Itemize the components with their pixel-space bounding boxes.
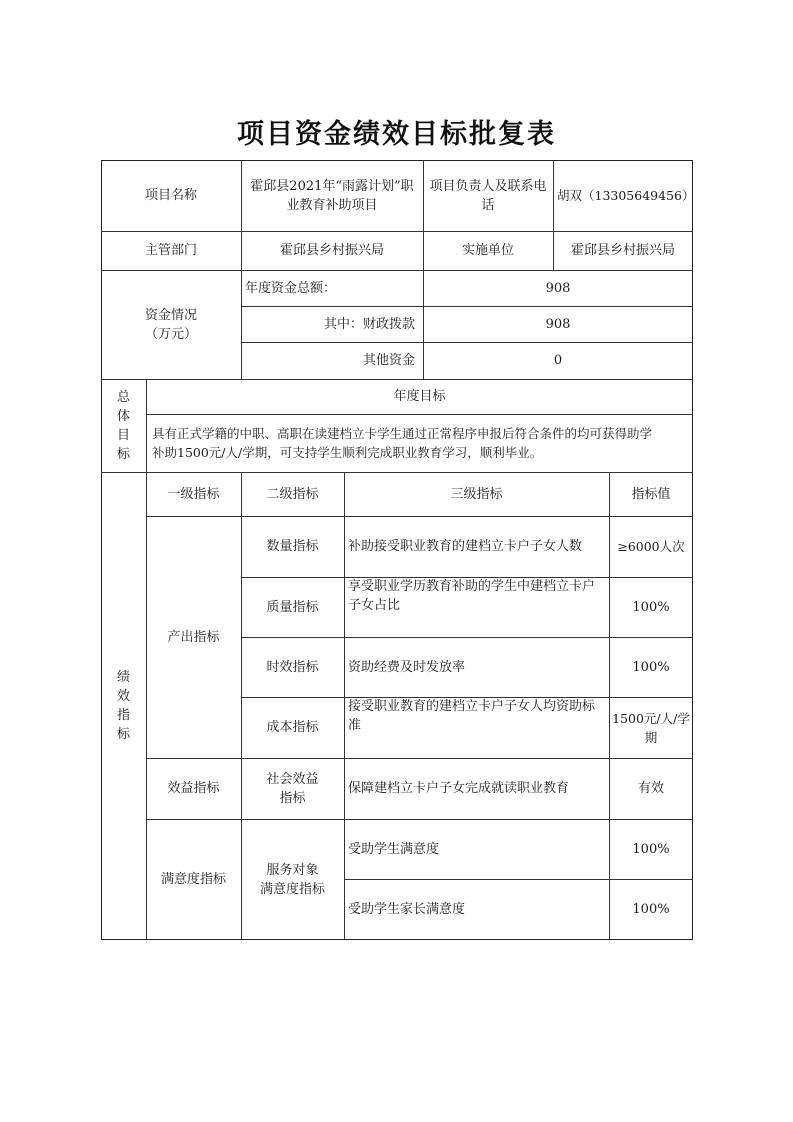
side-char: 指 — [116, 708, 130, 723]
level3-line: 准 — [348, 718, 362, 733]
level3-line: 接受职业教育的建档立卡户子女人均资助标 — [348, 699, 596, 714]
value-cell: 100% — [632, 599, 670, 615]
satisfaction-indicator-label: 满意度指标 — [160, 872, 226, 887]
department-value: 霍邱县乡村振兴局 — [279, 243, 384, 258]
side-char: 总 — [116, 389, 130, 405]
funds-total-value: 908 — [545, 280, 571, 296]
project-name-label: 项目名称 — [144, 188, 197, 203]
value-cell: 100% — [632, 659, 670, 675]
level2-cell — [241, 758, 344, 819]
value-cell: 100% — [632, 902, 670, 917]
header-level2: 二级指标 — [266, 486, 319, 502]
value-cell: ≥6000人次 — [617, 539, 685, 554]
annual-goal-label: 年度目标 — [393, 389, 446, 404]
contact-label-line: 项目负责人及联系电 — [429, 178, 547, 194]
header-level3: 三级指标 — [450, 486, 503, 502]
level2-cell: 成本指标 — [266, 720, 319, 735]
value-line: 1500元/人/学 — [612, 710, 690, 726]
side-char: 标 — [116, 727, 130, 742]
level2-line: 服务对象 — [266, 862, 319, 878]
level3-cell: 资助经费及时发放率 — [348, 659, 466, 675]
level3-line: 享受职业学历教育补助的学生中建档立卡户 — [348, 579, 596, 594]
funds-label — [101, 270, 241, 379]
page-title: 项目资金绩效目标批复表 — [237, 119, 556, 150]
annual-goal-line: 补助1500元/人/学期，可支持学生顺利完成职业教育学习，顺利毕业。 — [152, 445, 543, 460]
level3-cell: 保障建档立卡户子女完成就读职业教育 — [348, 781, 570, 796]
implementer-label: 实施单位 — [461, 243, 514, 258]
funds-total-label: 年度资金总额： — [245, 280, 337, 296]
level2-line: 满意度指标 — [259, 881, 325, 897]
level3-cell: 受助学生满意度 — [348, 841, 440, 857]
funds-fiscal-label: 其中：财政拨款 — [323, 316, 415, 332]
value-line: 期 — [644, 729, 658, 745]
level3-line: 子女占比 — [348, 598, 401, 613]
funds-fiscal-value: 908 — [545, 316, 571, 332]
benefit-indicator-label: 效益指标 — [167, 781, 220, 796]
project-name-line: 业教育补助项目 — [286, 197, 378, 213]
level2-cell: 数量指标 — [266, 539, 319, 554]
level2-line: 社会效益 — [266, 771, 319, 787]
side-char: 体 — [116, 408, 130, 424]
output-indicator-label: 产出指标 — [167, 629, 220, 645]
side-char: 标 — [116, 446, 130, 462]
value-cell: 有效 — [637, 781, 664, 796]
annual-goal-line: 具有正式学籍的中职、高职在读建档立卡学生通过正常程序申报后符合条件的均可获得助学 — [152, 426, 653, 441]
funds-other-label: 其他资金 — [362, 353, 415, 368]
contact-label-line: 话 — [481, 197, 495, 213]
funds-label-line: 资金情况 — [144, 307, 197, 323]
department-label: 主管部门 — [144, 243, 197, 258]
project-name-value — [241, 160, 423, 231]
contact-value: 胡双（13305649456） — [557, 188, 695, 203]
side-char: 绩 — [116, 670, 130, 685]
level3-cell — [344, 697, 609, 758]
level2-cell: 质量指标 — [266, 599, 319, 615]
level3-cell: 受助学生家长满意度 — [348, 902, 466, 917]
level2-cell: 时效指标 — [266, 659, 319, 675]
annual-goal-text — [146, 414, 693, 472]
value-cell — [609, 697, 693, 758]
header-level1: 一级指标 — [167, 486, 220, 502]
funds-label-line: （万元） — [144, 326, 197, 342]
implementer-value: 霍邱县乡村振兴局 — [570, 243, 675, 258]
header-value: 指标值 — [631, 486, 671, 502]
side-char: 目 — [116, 427, 130, 443]
level3-cell — [344, 577, 609, 637]
satisfaction-level2-cell — [241, 819, 344, 940]
indicators-side-label — [101, 472, 146, 940]
side-char: 效 — [116, 689, 130, 704]
overall-goal-side-label — [101, 379, 146, 472]
level2-line: 指标 — [279, 790, 306, 806]
project-name-line: 霍邱县2021年“雨露计划”职 — [250, 178, 414, 194]
funds-other-value: 0 — [553, 353, 563, 368]
contact-label — [423, 160, 553, 231]
level3-cell: 补助接受职业教育的建档立卡户子女人数 — [348, 539, 583, 554]
value-cell: 100% — [632, 841, 670, 857]
